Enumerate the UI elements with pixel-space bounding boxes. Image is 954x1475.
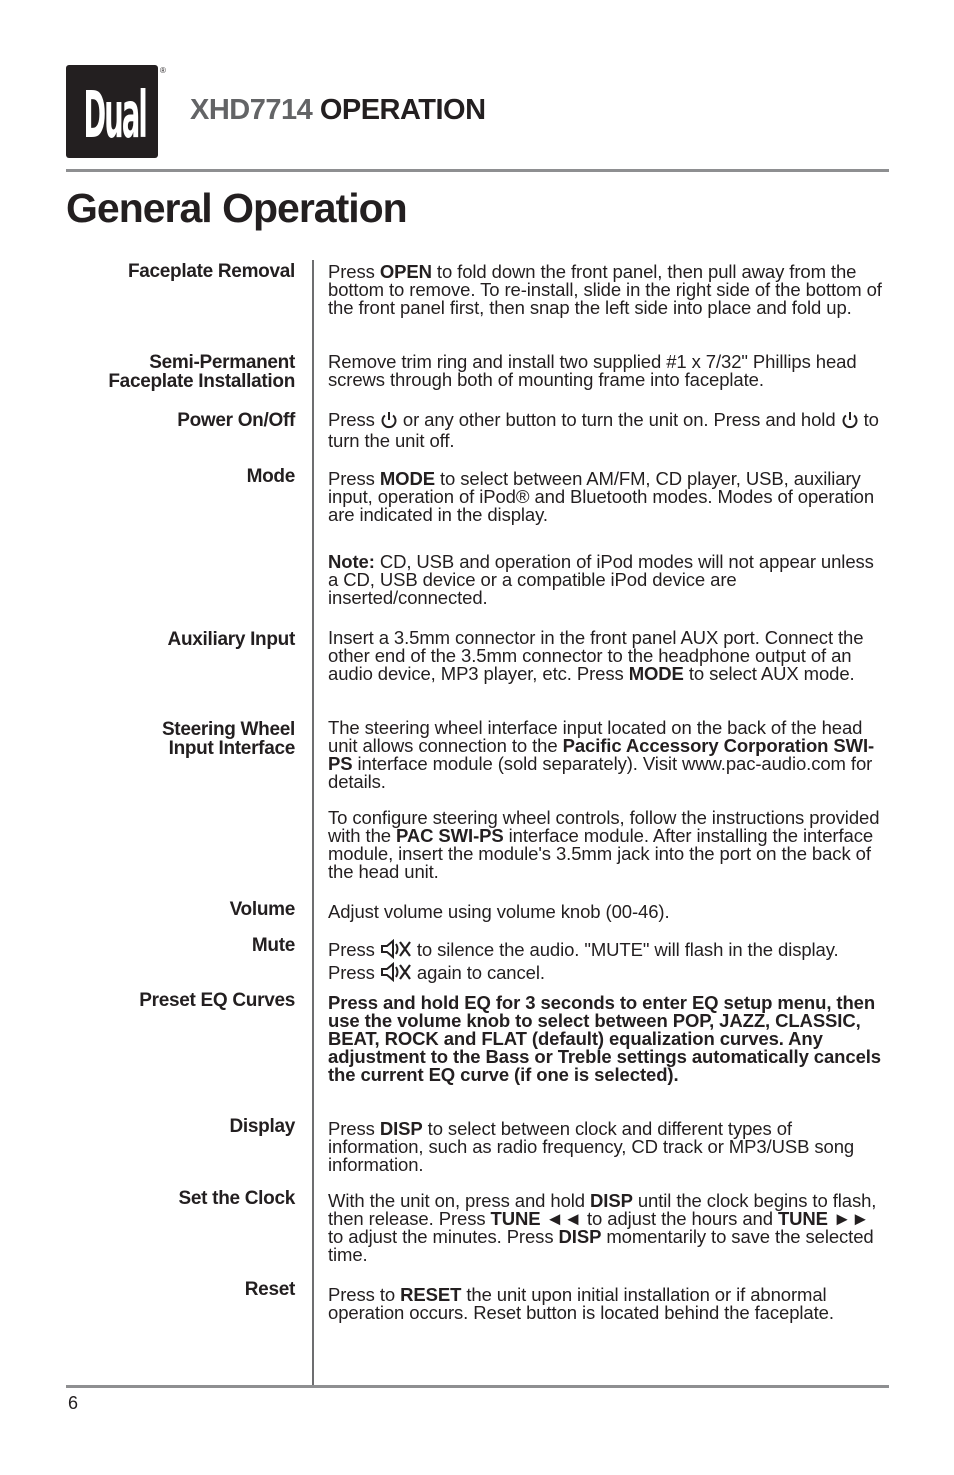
mute-icon <box>380 939 412 962</box>
label-semi-permanent: Semi-Permanent Faceplate Installation <box>108 352 295 392</box>
text-semi-permanent: Remove trim ring and install two supplied #1 x 7/32" Phillips head screws through both of mounting frame into faceplate. <box>328 351 857 390</box>
page-number: 6 <box>68 1393 79 1413</box>
key-mode: MODE <box>379 468 435 489</box>
bottom-divider <box>66 1385 889 1388</box>
note-label: Note: <box>328 551 375 572</box>
label-mode: Mode <box>246 466 295 487</box>
text-display: Press DISP to select between clock and different types of information, such as radio frequency, CD track or MP3/USB song information. <box>328 1118 855 1175</box>
label-set-clock: Set the Clock <box>178 1188 295 1209</box>
text-steering-config: To configure steering wheel controls, follow the instructions provided with the PAC SWI-PS interface module. After installing the interface module, insert the module's 3.5mm jack into the port on the back of the head unit. <box>328 807 880 882</box>
text-mute: Press to silence the audio. "MUTE" will flash in the display. Press again to cancel. <box>328 939 839 983</box>
key-disp: DISP <box>590 1190 633 1211</box>
text-aux-input: Insert a 3.5mm connector in the front panel AUX port. Connect the other end of the 3.5mm connector to the headphone output of an audio device, MP3 player, etc. Press MODE to select AUX mode. <box>328 627 864 684</box>
text-reset: Press to RESET the unit upon initial installation or if abnormal operation occurs. Reset button is located behind the faceplate. <box>328 1284 834 1323</box>
model-name: XHD7714 <box>190 94 313 126</box>
key-open: OPEN <box>379 261 432 282</box>
mute-icon <box>380 962 412 985</box>
label-aux-input: Auxiliary Input <box>167 629 295 650</box>
label-display: Display <box>229 1116 295 1137</box>
key-eq: EQ <box>464 992 491 1013</box>
column-divider <box>312 260 314 1386</box>
power-icon <box>380 411 398 432</box>
text-power: Press or any other button to turn the unit on. Press and hold to turn the unit off. <box>328 409 879 451</box>
label-volume: Volume <box>229 899 295 920</box>
top-divider <box>66 169 889 172</box>
page-title: General Operation <box>66 185 407 231</box>
label-reset: Reset <box>244 1279 295 1300</box>
key-disp: DISP <box>379 1118 423 1139</box>
power-icon <box>841 411 859 432</box>
label-power: Power On/Off <box>177 410 295 431</box>
logo-text: Dual <box>83 79 146 153</box>
key-disp: DISP <box>558 1226 602 1247</box>
label-preset-eq: Preset EQ Curves <box>139 990 295 1011</box>
dual-logo <box>66 65 158 158</box>
section-header <box>190 94 486 127</box>
label-steering-wheel: Steering Wheel Input Interface <box>161 719 295 759</box>
registered-mark: ® <box>160 66 166 75</box>
text-mode-note: Note: CD, USB and operation of iPod modes will not appear unless a CD, USB device or a compatible iPod device are inserted/connected. <box>328 551 874 608</box>
key-pac-swi: PAC SWI-PS <box>396 825 504 846</box>
key-pac-corp: Pacific Accessory Corporation SWI-PS <box>328 735 875 774</box>
section-name: OPERATION <box>319 94 486 126</box>
text-volume: Adjust volume using volume knob (00-46). <box>328 901 670 922</box>
text-set-clock: With the unit on, press and hold DISP until the clock begins to flash, then release. Press TUNE ◄◄ to adjust the hours and TUNE ►► to adjust the minutes. Press DISP momentarily to save the selected time. <box>328 1190 877 1265</box>
text-steering-wheel: The steering wheel interface input located on the back of the head unit allows connection to the Pacific Accessory Corporation SWI-PS interface module (sold separately). Visit www.pac-audio.com for details. <box>328 717 875 792</box>
text-mode: Press MODE to select between AM/FM, CD player, USB, auxiliary input, operation of iPod® and Bluetooth modes. Modes of operation are indicated in the display. <box>328 468 875 525</box>
text-faceplate-removal: Press OPEN to fold down the front panel, then pull away from the bottom to remove. To re-install, slide in the right side of the bottom of the front panel first, then snap the left side into place and fold up. <box>328 261 882 318</box>
key-tune-back: TUNE ◄◄ <box>490 1208 582 1229</box>
label-faceplate-removal: Faceplate Removal <box>127 261 295 282</box>
label-mute: Mute <box>251 935 295 956</box>
text-preset-eq: Press and hold EQ for 3 seconds to enter EQ setup menu, then use the volume knob to select between POP, JAZZ, CLASSIC, BEAT, ROCK and FLAT (default) equalization curves. Any adjustment to the Bass or Treble settings automatically cancels the current EQ curve (if one is selected). <box>328 992 881 1085</box>
key-tune-forward: TUNE ►► <box>777 1208 870 1229</box>
key-reset: RESET <box>400 1284 462 1305</box>
key-mode: MODE <box>628 663 684 684</box>
